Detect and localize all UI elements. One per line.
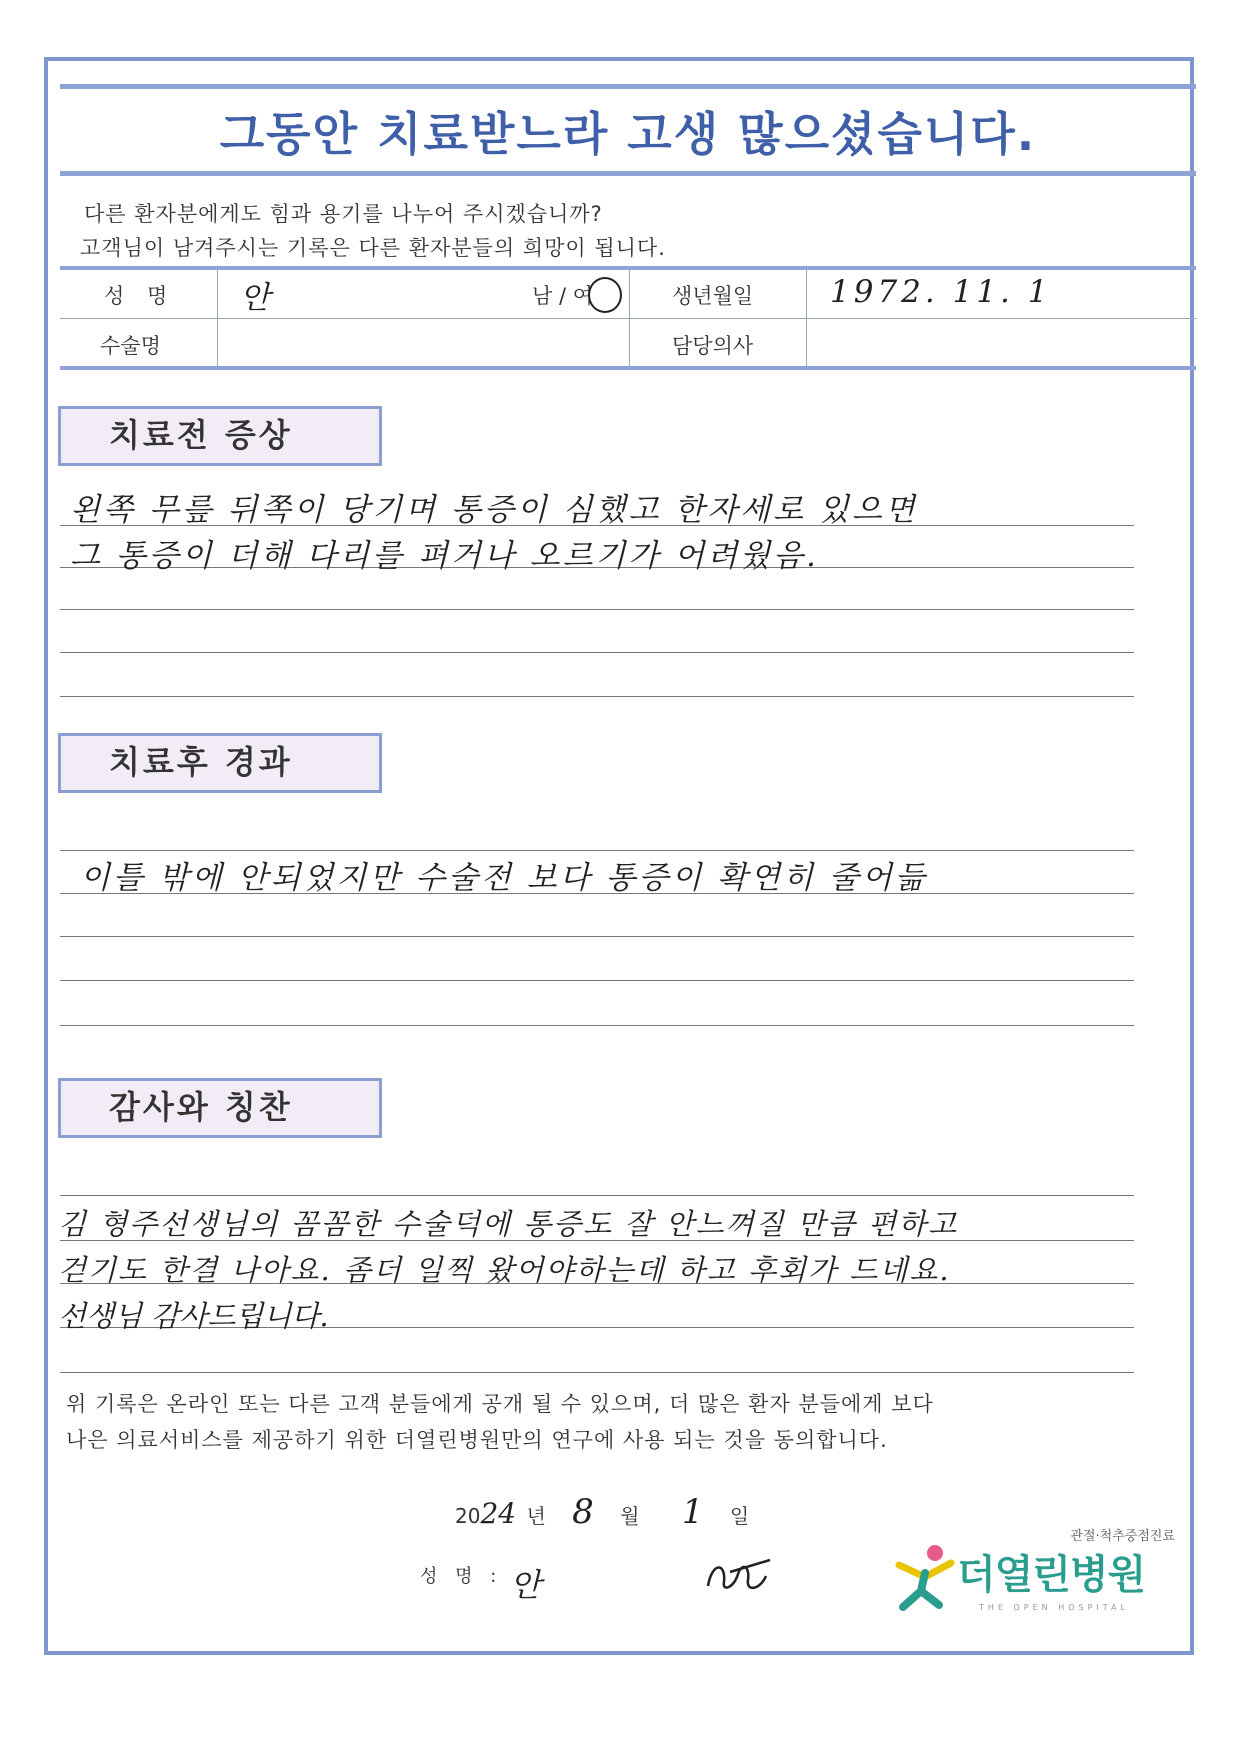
redacted-area (340, 274, 460, 312)
day-unit: 일 (729, 1504, 750, 1528)
signature-line (420, 1562, 502, 1588)
info-col-divider (217, 270, 218, 366)
info-col-divider (629, 270, 630, 366)
month-value[interactable]: 8 (572, 1492, 594, 1532)
writing-rule (60, 1025, 1134, 1026)
intro-line-2: 고객님이 남겨주시는 기록은 다른 환자분들의 희망이 됩니다. (80, 236, 666, 260)
info-row-divider (60, 318, 1196, 319)
after-line-2[interactable]: 이틀 밖에 안되었지만 수술전 보다 통증이 확연히 줄어듦 (80, 860, 928, 896)
writing-rule (60, 980, 1134, 981)
gender-selected-circle[interactable] (588, 277, 622, 313)
surgery-label: 수술명 (100, 334, 161, 358)
doctor-label: 담당의사 (672, 334, 754, 358)
year-unit: 년 (526, 1504, 546, 1528)
section-heading-thanks: 감사와 칭찬 (58, 1078, 382, 1138)
signature-label: 성 명 : (420, 1566, 503, 1587)
writing-rule (60, 652, 1134, 653)
gender-label (532, 280, 593, 310)
day-value[interactable]: 1 (681, 1492, 704, 1532)
month-unit: 월 (620, 1504, 640, 1528)
name-value[interactable]: 안 (240, 280, 270, 316)
date-line (455, 1492, 749, 1532)
writing-rule (60, 696, 1134, 697)
gender-options: 남 / 여 (532, 284, 593, 308)
writing-rule (60, 1195, 1134, 1196)
section-heading-before: 치료전 증상 (58, 406, 382, 466)
year-prefix: 20 (455, 1504, 481, 1528)
writing-rule (60, 850, 1134, 851)
patient-info-table (60, 266, 1196, 370)
name-label: 성 명 (104, 284, 176, 308)
consent-line-1: 위 기록은 온라인 또는 다른 고객 분들에게 공개 될 수 있으며, 더 많은 환자 분들에게 보다 (66, 1392, 934, 1416)
writing-rule (60, 609, 1134, 610)
logo-tagline: 관절·척추중점진료 (1070, 1529, 1175, 1544)
thanks-line-1[interactable]: 김 형주선생님의 꼼꼼한 수술덕에 통증도 잘 안느껴질 만큼 편하고 (58, 1207, 959, 1241)
handwritten-signature (700, 1552, 780, 1602)
logo-english: THE OPEN HOSPITAL (979, 1603, 1129, 1612)
thanks-line-2[interactable]: 걷기도 한결 나아요. 좀더 일찍 왔어야하는데 하고 후회가 드네요. (58, 1253, 951, 1287)
consent-line-2: 나은 의료서비스를 제공하기 위한 더열린병원만의 연구에 사용 되는 것을 동의합니다. (66, 1428, 888, 1452)
document-title: 그동안 치료받느라 고생 많으셨습니다. (219, 107, 1037, 161)
hospital-logo (895, 1525, 1175, 1625)
intro-line-1: 다른 환자분에게도 힘과 용기를 나누어 주시겠습니까? (84, 202, 603, 226)
writing-rule (60, 1372, 1134, 1373)
birth-value[interactable]: 1972. 11. 1 (830, 274, 1052, 310)
year-handwritten[interactable]: 24 (480, 1497, 517, 1530)
person-figure-icon (895, 1543, 957, 1613)
before-line-2[interactable]: 그 통증이 더해 다리를 펴거나 오르기가 어려웠음. (70, 538, 819, 574)
logo-name: 더열린병원 (957, 1552, 1146, 1598)
info-col-divider (806, 270, 807, 366)
section-heading-after: 치료후 경과 (58, 733, 382, 793)
thanks-line-3[interactable]: 선생님 감사드립니다. (58, 1299, 329, 1333)
before-line-1[interactable]: 왼쪽 무릎 뒤쪽이 당기며 통증이 심했고 한자세로 있으면 (70, 492, 918, 528)
writing-rule (60, 936, 1134, 937)
signature-name[interactable]: 안 (510, 1566, 541, 1604)
birth-label: 생년월일 (672, 284, 754, 308)
